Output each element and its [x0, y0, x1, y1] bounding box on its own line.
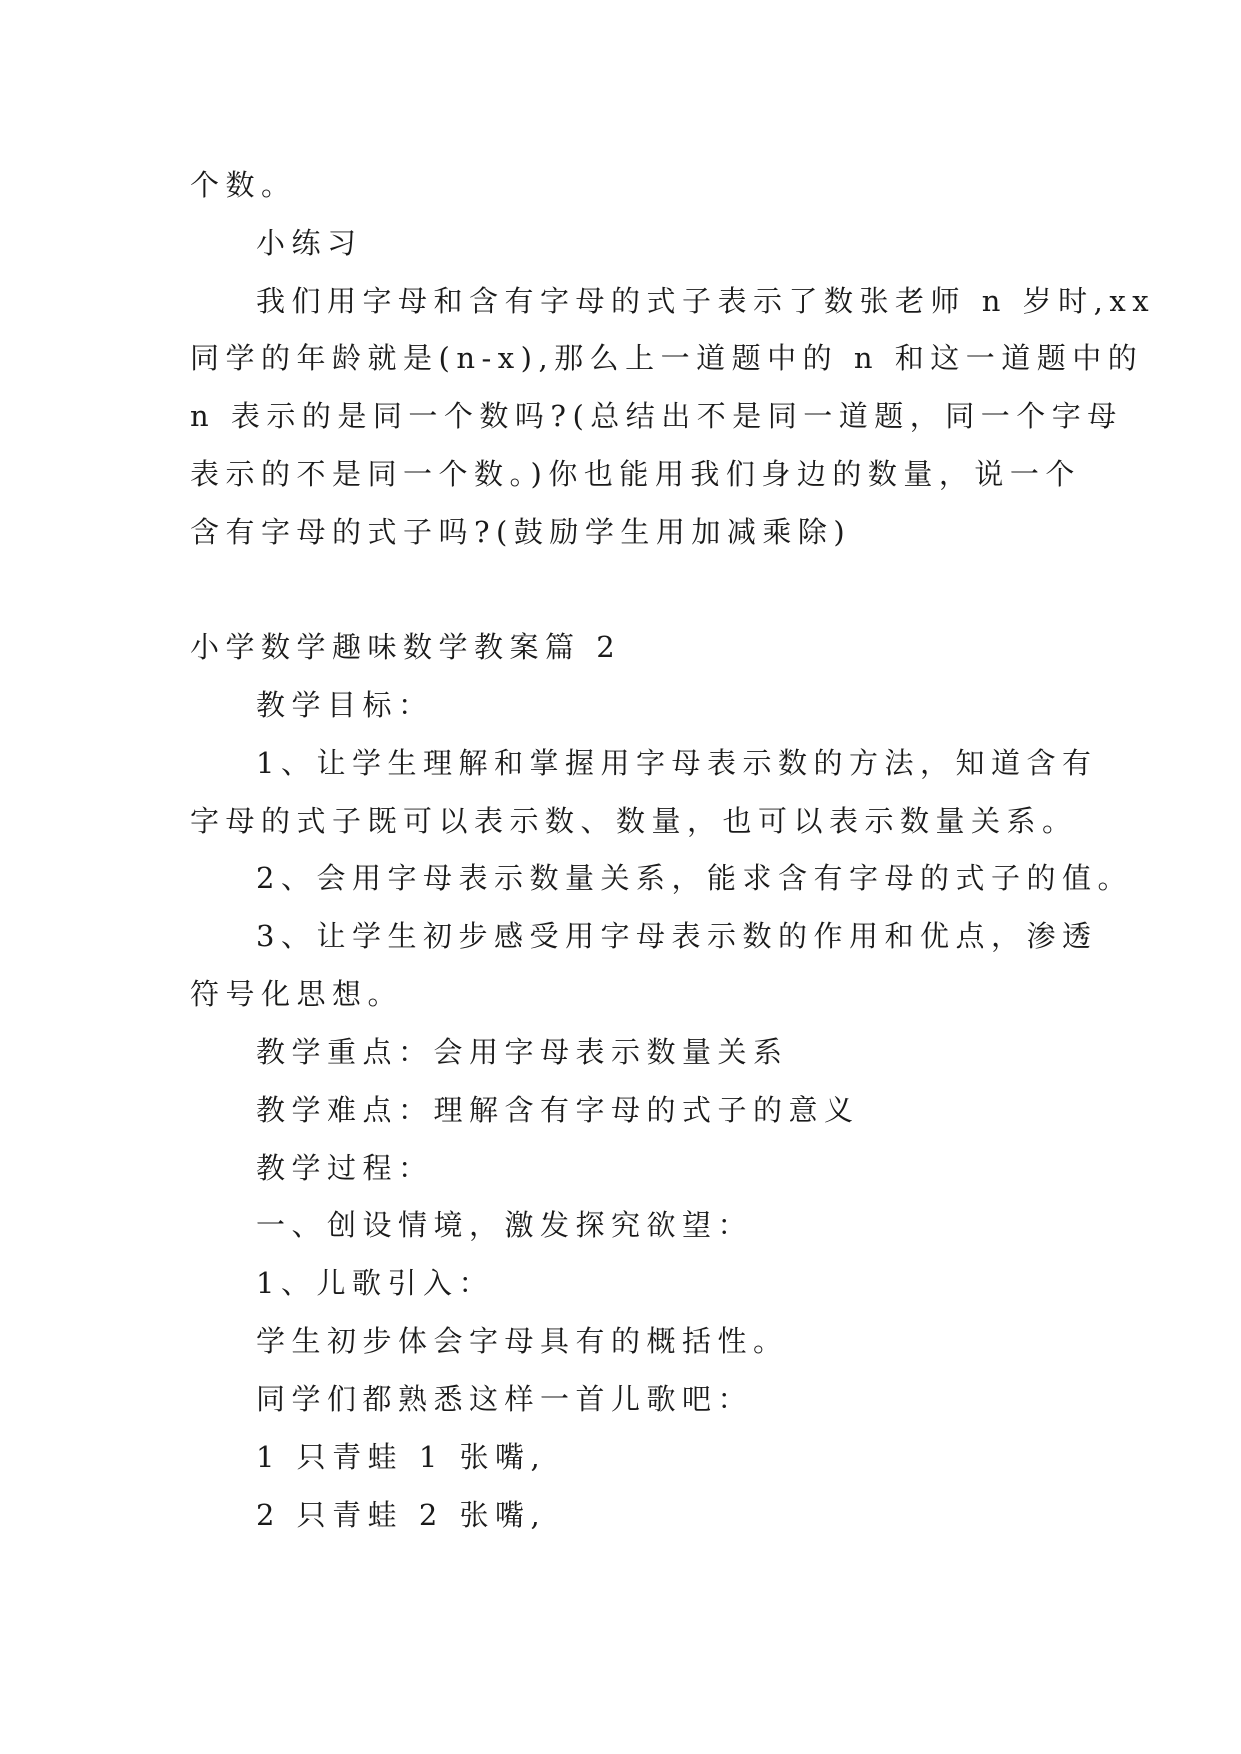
list-item: 1、让学生理解和掌握用字母表示数的方法，知道含有: [256, 746, 1098, 780]
paragraph-line: 符号化思想。: [190, 977, 404, 1011]
section-heading: 教学目标：: [256, 688, 434, 722]
section-heading: 教学过程：: [256, 1151, 434, 1185]
paragraph-line: n 表示的是同一个数吗?(总结出不是同一道题，同一个字母: [190, 399, 1123, 433]
paragraph-line: 我们用字母和含有字母的式子表示了数张老师 n 岁时,xx: [256, 284, 1156, 318]
paragraph-line: 同学的年龄就是(n-x),那么上一道题中的 n 和这一道题中的: [190, 341, 1144, 375]
paragraph-line: 学生初步体会字母具有的概括性。: [256, 1324, 789, 1358]
paragraph-line: 教学重点：会用字母表示数量关系: [256, 1035, 789, 1069]
article-title: 小学数学趣味数学教案篇 2: [190, 630, 622, 664]
list-item: 2、会用字母表示数量关系，能求含有字母的式子的值。: [256, 861, 1133, 895]
section-heading: 一、创设情境，激发探究欲望：: [256, 1208, 754, 1242]
paragraph-line: 1 只青蛙 1 张嘴,: [256, 1440, 547, 1474]
paragraph-line: 含有字母的式子吗?(鼓励学生用加减乘除): [190, 515, 852, 549]
text-line: 个数。: [190, 168, 297, 202]
paragraph-line: 字母的式子既可以表示数、数量，也可以表示数量关系。: [190, 804, 1078, 838]
paragraph-line: 2 只青蛙 2 张嘴,: [256, 1498, 547, 1532]
list-item: 3、让学生初步感受用字母表示数的作用和优点，渗透: [256, 919, 1098, 953]
paragraph-line: 表示的不是同一个数。)你也能用我们身边的数量，说一个: [190, 457, 1081, 491]
section-heading: 小练习: [256, 226, 363, 260]
list-item: 1、儿歌引入：: [256, 1266, 494, 1300]
paragraph-line: 同学们都熟悉这样一首儿歌吧：: [256, 1382, 754, 1416]
paragraph-line: 教学难点：理解含有字母的式子的意义: [256, 1093, 860, 1127]
